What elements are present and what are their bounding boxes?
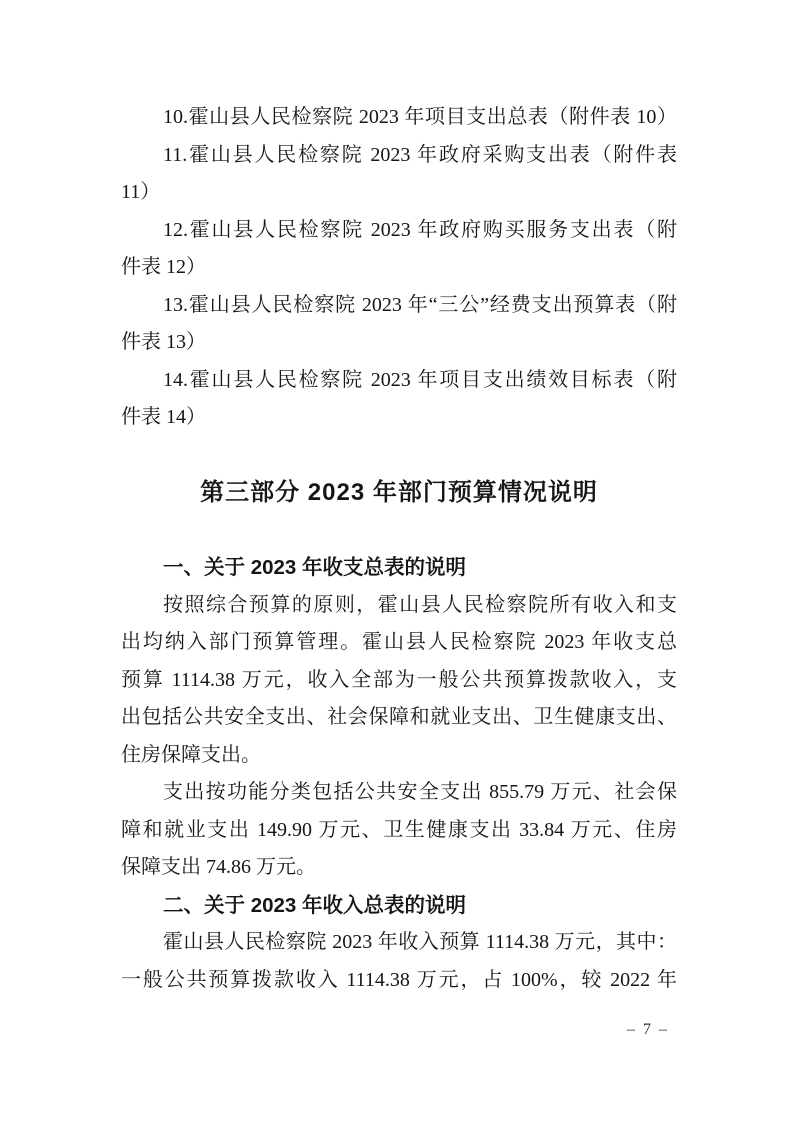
section-heading: 二、关于 2023 年收入总表的说明	[163, 893, 466, 917]
paragraph-line: 保障支出 74.86 万元。	[121, 856, 316, 878]
attachment-list-item-continuation: 件表 12）	[121, 256, 206, 278]
paragraph-line: 预算 1114.38 万元，收入全部为一般公共预算拨款收入，支	[121, 668, 677, 691]
paragraph-line: 出包括公共安全支出、社会保障和就业支出、卫生健康支出、	[121, 706, 677, 728]
attachment-list-item-continuation: 件表 14）	[121, 406, 206, 428]
attachment-list-item: 14.霍山县人民检察院 2023 年项目支出绩效目标表（附	[163, 368, 677, 391]
blank-line	[121, 512, 677, 550]
paragraph-line: 支出按功能分类包括公共安全支出 855.79 万元、社会保	[163, 781, 677, 803]
section-heading: 一、关于 2023 年收支总表的说明	[163, 556, 466, 579]
document-content	[121, 99, 677, 999]
attachment-list-item-continuation: 11）	[121, 181, 161, 203]
paragraph-line: 住房保障支出。	[121, 743, 261, 766]
paragraph-line: 出均纳入部门预算管理。霍山县人民检察院 2023 年收支总	[121, 631, 677, 653]
part-heading: 第三部分 2023 年部门预算情况说明	[200, 479, 598, 506]
attachment-list-item: 13.霍山县人民检察院 2023 年“三公”经费支出预算表（附	[163, 293, 677, 316]
attachment-list-item: 10.霍山县人民检察院 2023 年项目支出总表（附件表 10）	[163, 106, 677, 128]
paragraph-line: 霍山县人民检察院 2023 年收入预算 1114.38 万元，其中：	[163, 931, 677, 953]
attachment-list-item: 11.霍山县人民检察院 2023 年政府采购支出表（附件表	[163, 143, 677, 166]
paragraph-line: 一般公共预算拨款收入 1114.38 万元，占 100%，较 2022 年	[121, 968, 677, 991]
blank-line	[121, 437, 677, 475]
attachment-list-item-continuation: 件表 13）	[121, 331, 206, 353]
attachment-list-item: 12.霍山县人民检察院 2023 年政府购买服务支出表（附	[163, 218, 677, 241]
page-number: – 7 –	[627, 1021, 669, 1038]
paragraph-line: 按照综合预算的原则，霍山县人民检察院所有收入和支	[163, 593, 677, 616]
paragraph-line: 障和就业支出 149.90 万元、卫生健康支出 33.84 万元、住房	[121, 818, 677, 841]
